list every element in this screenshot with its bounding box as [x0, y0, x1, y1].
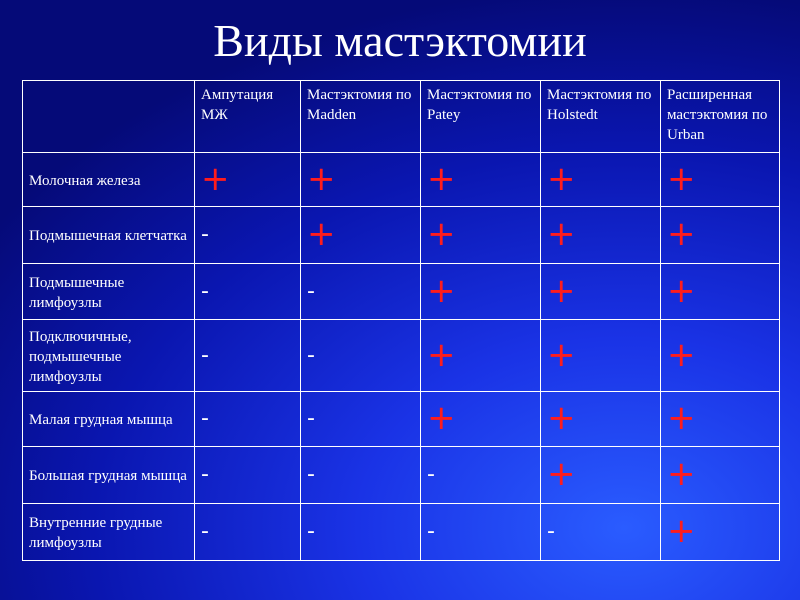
table-cell: [421, 207, 541, 264]
minus-mark: -: [307, 406, 315, 431]
table-cell: [661, 447, 780, 504]
plus-mark: +: [547, 214, 576, 254]
minus-mark: -: [427, 462, 435, 487]
table-cell: [301, 264, 421, 320]
table-cell: [195, 392, 301, 447]
table-cell: [421, 392, 541, 447]
table-row: [23, 447, 780, 504]
plus-mark: +: [427, 158, 456, 199]
table-row: [23, 392, 780, 447]
plus-mark: +: [667, 158, 696, 199]
table-cell: [541, 392, 661, 447]
plus-mark: +: [427, 398, 456, 438]
minus-mark: -: [201, 519, 209, 544]
minus-mark: -: [201, 462, 209, 487]
table-cell: [541, 207, 661, 264]
plus-mark: +: [201, 158, 230, 199]
plus-mark: +: [547, 158, 576, 199]
table-cell: [541, 264, 661, 320]
table-cell: [301, 447, 421, 504]
table-cell: [421, 447, 541, 504]
table-cell: [541, 153, 661, 207]
plus-mark: +: [667, 454, 696, 494]
minus-mark: -: [427, 519, 435, 544]
table-cell: [661, 392, 780, 447]
table-cell: [301, 504, 421, 561]
table-cell: [421, 320, 541, 392]
row-label: Подключичные, подмышечные лимфоузлы: [23, 320, 195, 392]
plus-mark: +: [427, 270, 456, 311]
table-row: [23, 207, 780, 264]
column-header: Ампутация МЖ: [195, 81, 301, 153]
table-cell: [301, 207, 421, 264]
mastectomy-table: [22, 80, 780, 561]
table-cell: [541, 504, 661, 561]
table-row: [23, 320, 780, 392]
table-cell: [661, 264, 780, 320]
plus-mark: +: [547, 334, 576, 375]
minus-mark: -: [547, 519, 555, 544]
minus-mark: -: [307, 519, 315, 544]
table-cell: [661, 320, 780, 392]
table-row: [23, 504, 780, 561]
table-cell: [195, 264, 301, 320]
table-cell: [421, 264, 541, 320]
table-cell: [421, 504, 541, 561]
minus-mark: -: [201, 342, 209, 368]
row-label: Малая грудная мышца: [23, 392, 195, 447]
table-cell: [541, 447, 661, 504]
plus-mark: +: [547, 454, 576, 494]
table-cell: [661, 153, 780, 207]
column-header: Мастэктомия по Madden: [301, 81, 421, 153]
table-cell: [195, 504, 301, 561]
row-label: Подмышечные лимфоузлы: [23, 264, 195, 320]
minus-mark: -: [307, 278, 315, 304]
row-label: Молочная железа: [23, 153, 195, 207]
table-cell: [195, 447, 301, 504]
plus-mark: +: [427, 334, 456, 375]
table-row: [23, 264, 780, 320]
plus-mark: +: [667, 398, 696, 438]
plus-mark: +: [667, 214, 696, 254]
minus-mark: -: [201, 222, 209, 247]
table-row: [23, 153, 780, 207]
plus-mark: +: [307, 214, 336, 254]
table-cell: [195, 153, 301, 207]
table-cell: [301, 392, 421, 447]
row-label: Большая грудная мышца: [23, 447, 195, 504]
table-cell: [661, 207, 780, 264]
corner-cell: [23, 81, 195, 153]
plus-mark: +: [307, 158, 336, 199]
row-label: Подмышечная клетчатка: [23, 207, 195, 264]
plus-mark: +: [547, 270, 576, 311]
plus-mark: +: [547, 398, 576, 438]
column-header: Мастэктомия по Holstedt: [541, 81, 661, 153]
minus-mark: -: [307, 342, 315, 368]
plus-mark: +: [427, 214, 456, 254]
table-cell: [301, 153, 421, 207]
minus-mark: -: [201, 406, 209, 431]
table-cell: [541, 320, 661, 392]
minus-mark: -: [201, 278, 209, 304]
header-row: [23, 81, 780, 153]
slide-title: Виды мастэктомии: [213, 15, 587, 66]
row-label: Внутренние грудные лимфоузлы: [23, 504, 195, 561]
table-cell: [661, 504, 780, 561]
table-cell: [301, 320, 421, 392]
plus-mark: +: [667, 334, 696, 375]
column-header: Мастэктомия по Patey: [421, 81, 541, 153]
table-cell: [421, 153, 541, 207]
table-cell: [195, 320, 301, 392]
table-cell: [195, 207, 301, 264]
plus-mark: +: [667, 511, 696, 551]
plus-mark: +: [667, 270, 696, 311]
minus-mark: -: [307, 462, 315, 487]
column-header: Расширенная мастэктомия по Urban: [661, 81, 780, 153]
